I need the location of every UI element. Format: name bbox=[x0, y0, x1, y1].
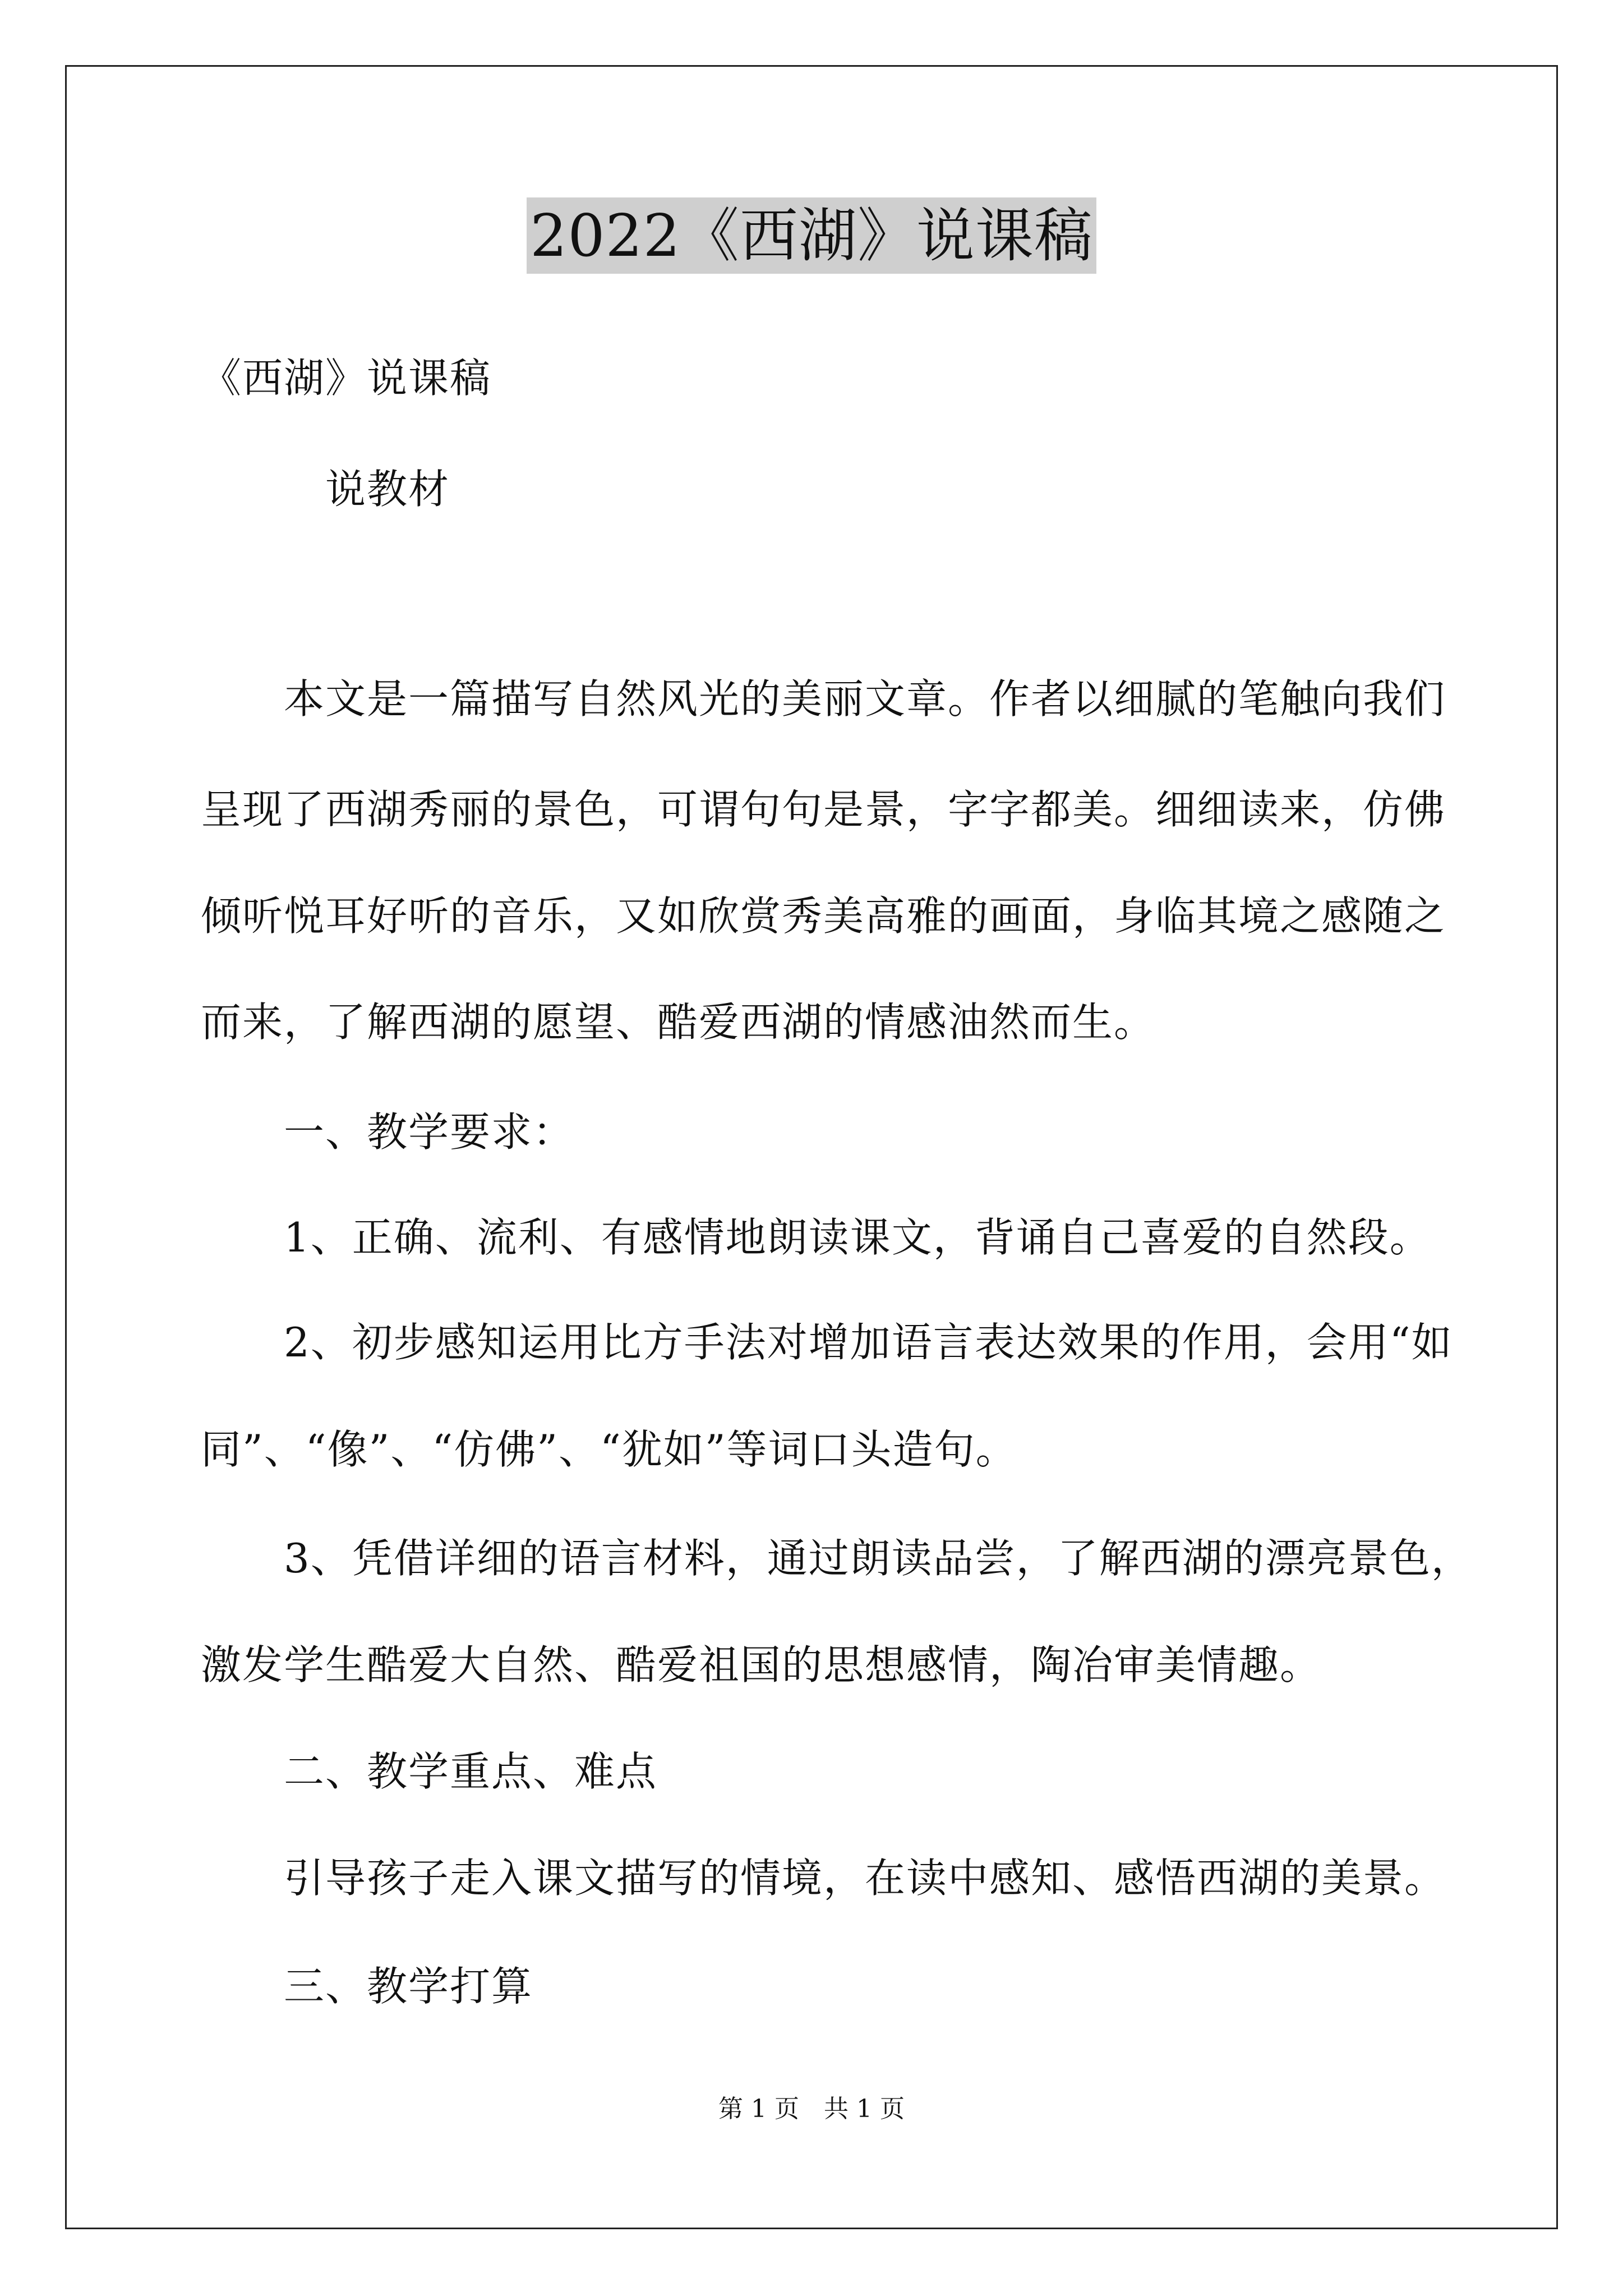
requirement-item-3-line-2: 激发学生酷爱大自然、酷爱祖国的思想感情，陶冶审美情趣。 bbox=[201, 1641, 1322, 1688]
paragraph-line: 呈现了西湖秀丽的景色，可谓句句是景，字字都美。细细读来，仿佛 bbox=[201, 786, 1446, 833]
section-heading-key-points: 二、教学重点、难点 bbox=[201, 1748, 658, 1795]
section-heading-teaching-material: 说教材 bbox=[201, 466, 450, 513]
paragraph-line: 而来，了解西湖的愿望、酷爱西湖的情感油然而生。 bbox=[201, 999, 1156, 1046]
page-footer: 第 1 页 共 1 页 bbox=[718, 2095, 905, 2123]
paragraph-line: 本文是一篇描写自然风光的美丽文章。作者以细腻的笔触向我们 bbox=[201, 675, 1446, 723]
title-container bbox=[0, 197, 1623, 274]
requirement-item-1: 1、正确、流利、有感情地朗读课文，背诵自己喜爱的自然段。 bbox=[201, 1214, 1431, 1261]
paragraph-line: 倾听悦耳好听的音乐，又如欣赏秀美高雅的画面，身临其境之感随之 bbox=[201, 892, 1446, 940]
section-heading-teaching-requirements: 一、教学要求： bbox=[201, 1108, 575, 1156]
requirement-item-2-line-2: 同”、“像”、“仿佛”、“犹如”等词口头造句。 bbox=[201, 1426, 1017, 1473]
section-heading-teaching-plan: 三、教学打算 bbox=[201, 1963, 533, 2010]
subtitle-line: 《西湖》说课稿 bbox=[201, 355, 492, 402]
key-points-text: 引导孩子走入课文描写的情境，在读中感知、感悟西湖的美景。 bbox=[201, 1855, 1446, 1902]
document-title: 2022《西湖》说课稿 bbox=[527, 197, 1096, 274]
requirement-item-3-line-1: 3、凭借详细的语言材料，通过朗读品尝，了解西湖的漂亮景色， bbox=[201, 1535, 1473, 1582]
requirement-item-2-line-1: 2、初步感知运用比方手法对增加语言表达效果的作用，会用“如 bbox=[201, 1319, 1453, 1366]
